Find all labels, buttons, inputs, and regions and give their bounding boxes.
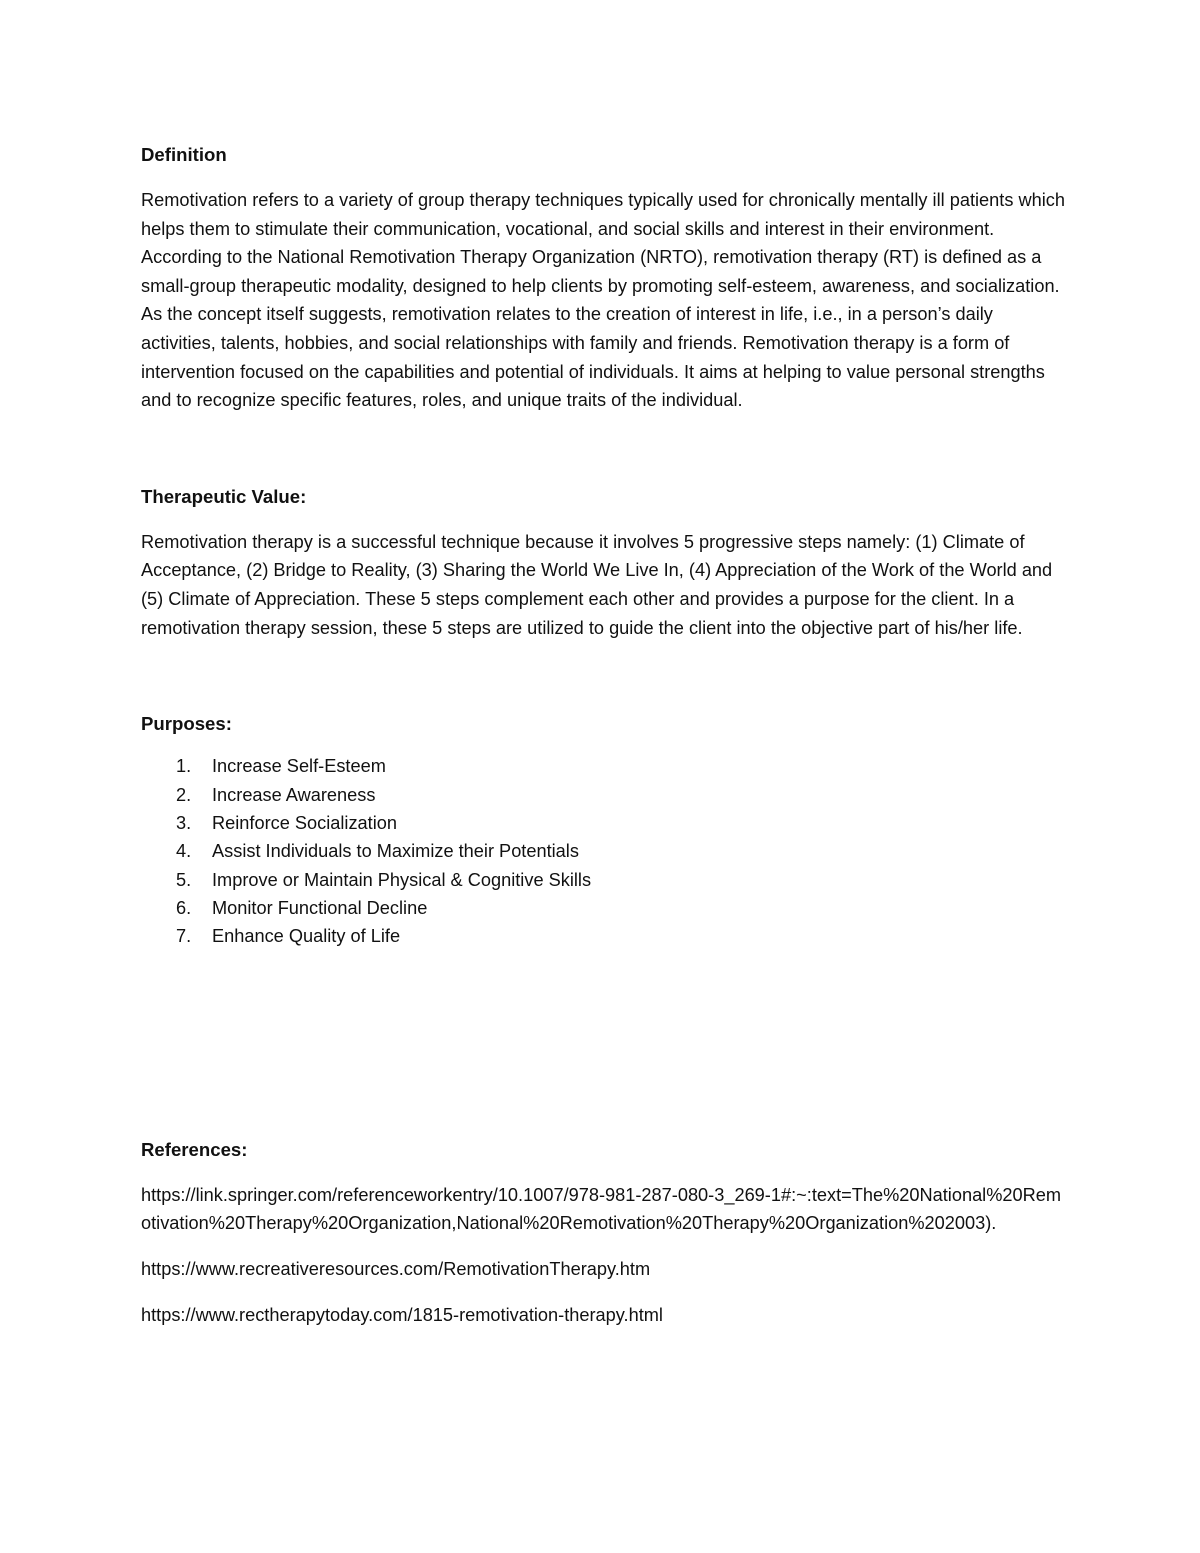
definition-heading: Definition bbox=[141, 144, 227, 165]
list-item bbox=[141, 781, 1066, 809]
list-item-text: Increase Awareness bbox=[212, 784, 376, 805]
list-item-number: 4. bbox=[176, 841, 192, 862]
definition-paragraph: Remotivation refers to a variety of group therapy techniques typically used for chronically mentally ill patients which helps them to stimulate their communication, vocational, and social skills and interest in their environment. According to the National Remotivation Therapy Organization (NRTO), remotivation therapy (RT) is defined as a small-group therapeutic modality, designed to help clients by promoting self-esteem, awareness, and socialization. As the concept itself suggests, remotivation relates to the creation of interest in life, i.e., in a person’s daily activities, talents, hobbies, and social relationships with family and friends. Remotivation therapy is a form of intervention focused on the capabilities and potential of individuals. It aims at helping to value personal strengths and to recognize specific features, roles, and unique traits of the individual. bbox=[141, 190, 1065, 411]
list-item-number: 6. bbox=[176, 898, 192, 919]
list-item bbox=[141, 922, 1066, 950]
reference-link-rectherapytoday[interactable]: https://www.rectherapytoday.com/1815-remotivation-therapy.html bbox=[141, 1304, 663, 1325]
list-item bbox=[141, 866, 1066, 894]
therapeutic-value-heading: Therapeutic Value: bbox=[141, 485, 307, 507]
purposes-heading: Purposes: bbox=[141, 713, 232, 735]
therapeutic-value-paragraph: Remotivation therapy is a successful technique because it involves 5 progressive steps namely: (1) Climate of Acceptance, (2) Bridge to Reality, (3) Sharing the World We Live In, (4) Appreciation of the Work of the World and (5) Climate of Appreciation. These 5 steps complement each other and provides a purpose for the client. In a remotivation therapy session, these 5 steps are utilized to guide the client into the objective part of his/her life. bbox=[141, 531, 1053, 638]
list-item-number: 5. bbox=[176, 869, 192, 890]
list-item-text: Monitor Functional Decline bbox=[212, 898, 428, 919]
list-item-number: 1. bbox=[176, 756, 192, 777]
list-item-number: 7. bbox=[176, 926, 192, 947]
document-content bbox=[141, 141, 1066, 1329]
list-item bbox=[141, 894, 1066, 922]
list-item-text: Enhance Quality of Life bbox=[212, 926, 401, 947]
list-item bbox=[141, 809, 1066, 837]
list-item-text: Increase Self-Esteem bbox=[212, 756, 386, 777]
purposes-list bbox=[141, 752, 1066, 951]
reference-link-recreativeresources[interactable]: https://www.recreativeresources.com/RemotivationTherapy.htm bbox=[141, 1259, 651, 1280]
reference-link-springer[interactable]: https://link.springer.com/referenceworkentry/10.1007/978-981-287-080-3_269-1#:~:text=The%20National%20Remotivation%20Therapy%20Organization,National%20Remotivation%20Therapy%20Organization%202003). bbox=[141, 1184, 1062, 1234]
list-item-text: Reinforce Socialization bbox=[212, 812, 398, 833]
references-heading: References: bbox=[141, 1138, 248, 1160]
list-item-text: Improve or Maintain Physical & Cognitive Skills bbox=[212, 869, 592, 890]
list-item bbox=[141, 752, 1066, 780]
list-item-text: Assist Individuals to Maximize their Potentials bbox=[212, 841, 579, 862]
list-item-number: 2. bbox=[176, 784, 192, 805]
list-item bbox=[141, 837, 1066, 865]
list-item-number: 3. bbox=[176, 812, 192, 833]
